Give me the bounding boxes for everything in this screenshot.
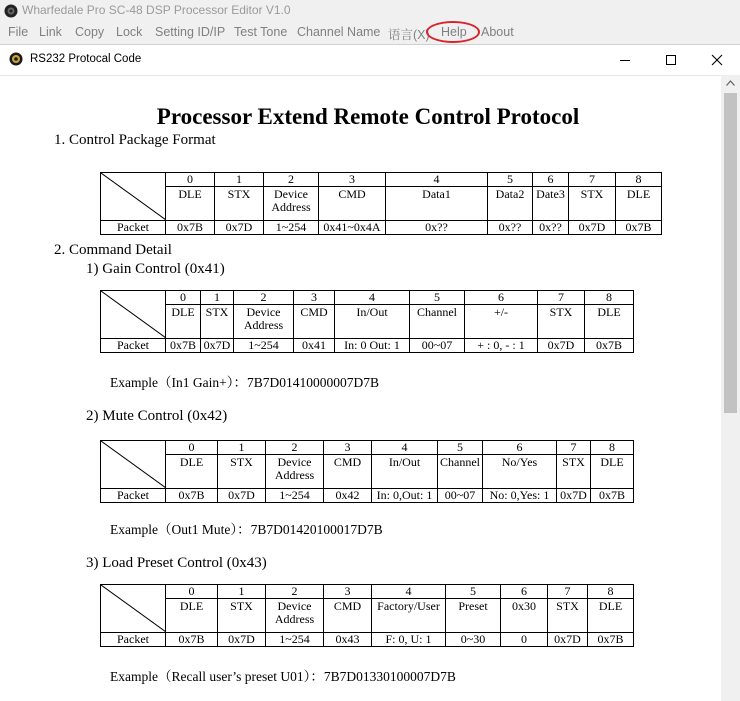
packet-value: In: 0 Out: 1	[335, 339, 410, 353]
field-name: STX	[538, 305, 585, 339]
packet-value: 1~254	[266, 489, 324, 503]
example-preset: Example（Recall user’s preset U01）：7B7D01330100007D7B	[110, 669, 456, 684]
maximize-icon	[665, 54, 677, 66]
maximize-button[interactable]	[648, 45, 694, 75]
app-logo-icon	[4, 4, 18, 18]
field-name: DLE	[166, 305, 201, 339]
vertical-scrollbar[interactable]	[721, 75, 740, 701]
field-name: CMD	[324, 599, 372, 633]
packet-label: Packet	[101, 221, 166, 235]
subsection-gain-control: 1) Gain Control (0x41)	[86, 261, 225, 277]
byte-index: 8	[616, 173, 662, 187]
packet-value: 0x??	[386, 221, 488, 235]
field-name: CMD	[319, 187, 386, 221]
packet-value: 1~254	[264, 221, 319, 235]
field-name: DLE	[616, 187, 662, 221]
packet-value: 0x7D	[201, 339, 234, 353]
packet-value: 0x7D	[218, 489, 266, 503]
gain-control-table	[100, 290, 634, 353]
menu-bar	[0, 22, 740, 42]
packet-value: 0x7D	[215, 221, 264, 235]
packet-value: 0x7D	[218, 633, 266, 647]
packet-value: 0x7B	[616, 221, 662, 235]
section-command-detail: 2. Command Detail	[54, 242, 172, 258]
field-name: Device Address	[264, 187, 319, 221]
app-title: Wharfedale Pro SC-48 DSP Processor Editor V1.0	[22, 3, 291, 17]
field-name: Date3	[533, 187, 569, 221]
byte-index: 3	[319, 173, 386, 187]
field-name: Device Address	[266, 455, 324, 489]
help-highlight-circle	[426, 21, 480, 43]
close-button[interactable]	[694, 45, 740, 75]
scroll-thumb[interactable]	[724, 93, 737, 413]
packet-value: 0x7D	[557, 489, 591, 503]
packet-value: 0x7B	[166, 339, 201, 353]
byte-index: 4	[335, 291, 410, 305]
byte-index: 8	[588, 585, 634, 599]
packet-label: Packet	[101, 633, 166, 647]
menu-language[interactable]: 语言(X)	[388, 28, 430, 42]
packet-value: In: 0,Out: 1	[372, 489, 438, 503]
packet-value: 0x41~0x4A	[319, 221, 386, 235]
example-gain: Example（In1 Gain+）：7B7D01410000007D7B	[110, 375, 379, 390]
byte-index: 0	[166, 291, 201, 305]
byte-index: 2	[234, 291, 294, 305]
packet-value: 0x7B	[166, 221, 215, 235]
packet-value: 0x43	[324, 633, 372, 647]
packet-value: 0x??	[488, 221, 533, 235]
byte-index: 8	[591, 441, 634, 455]
packet-value: 0x7B	[588, 633, 634, 647]
field-name: Data2	[488, 187, 533, 221]
document-area	[0, 75, 721, 701]
field-name: STX	[215, 187, 264, 221]
field-name: Data1	[386, 187, 488, 221]
menu-lock[interactable]: Lock	[116, 25, 143, 39]
field-name: Device Address	[266, 599, 324, 633]
byte-index: 1	[218, 585, 266, 599]
menu-test-tone[interactable]: Test Tone	[234, 25, 288, 39]
field-name: Channel	[410, 305, 465, 339]
byte-index: 2	[266, 585, 324, 599]
packet-label: Packet	[101, 489, 166, 503]
packet-value: 00~07	[410, 339, 465, 353]
field-name: STX	[557, 455, 591, 489]
byte-index: 7	[548, 585, 588, 599]
field-name: STX	[201, 305, 234, 339]
field-name: Channel	[438, 455, 483, 489]
field-name: Factory/User	[372, 599, 446, 633]
packet-value: 0x7D	[538, 339, 585, 353]
byte-index: 0	[166, 585, 218, 599]
field-name: STX	[548, 599, 588, 633]
packet-value: F: 0, U: 1	[372, 633, 446, 647]
byte-index: 1	[218, 441, 266, 455]
field-name: No/Yes	[483, 455, 557, 489]
byte-index: 1	[201, 291, 234, 305]
packet-label: Packet	[101, 339, 166, 353]
byte-index: 4	[386, 173, 488, 187]
byte-index: 2	[264, 173, 319, 187]
subsection-mute-control: 2) Mute Control (0x42)	[86, 408, 228, 424]
field-name: STX	[218, 599, 266, 633]
packet-value: 0x7B	[166, 633, 218, 647]
menu-link[interactable]: Link	[39, 25, 62, 39]
byte-index: 4	[372, 585, 446, 599]
field-name: Device Address	[234, 305, 294, 339]
byte-index: 6	[465, 291, 538, 305]
byte-index: 7	[557, 441, 591, 455]
diagonal-header	[101, 585, 166, 633]
format-table	[100, 172, 662, 235]
packet-value: 0x7D	[548, 633, 588, 647]
app-title-bar	[0, 0, 740, 22]
diagonal-header	[101, 173, 166, 221]
byte-index: 6	[501, 585, 548, 599]
menu-file[interactable]: File	[8, 25, 29, 39]
byte-index: 2	[266, 441, 324, 455]
field-name: DLE	[166, 455, 218, 489]
byte-index: 3	[294, 291, 335, 305]
rs232-window	[0, 44, 740, 701]
byte-index: 0	[166, 173, 215, 187]
load-preset-table	[100, 584, 634, 647]
diagonal-header	[101, 291, 166, 339]
field-name: DLE	[591, 455, 634, 489]
field-name: Preset	[446, 599, 501, 633]
field-name: In/Out	[372, 455, 438, 489]
packet-value: 0x??	[533, 221, 569, 235]
byte-index: 5	[488, 173, 533, 187]
menu-channel-name[interactable]: Channel Name	[297, 25, 381, 39]
menu-help[interactable]: Help	[441, 25, 467, 39]
packet-value: 1~254	[266, 633, 324, 647]
packet-value: 0x42	[324, 489, 372, 503]
menu-copy[interactable]: Copy	[75, 25, 105, 39]
packet-value: 0x41	[294, 339, 335, 353]
window-title: RS232 Protocal Code	[30, 53, 142, 65]
scroll-up-arrow-icon[interactable]	[726, 80, 735, 86]
minimize-icon	[619, 54, 631, 66]
menu-about[interactable]: About	[481, 25, 514, 39]
speaker-icon	[9, 52, 23, 66]
byte-index: 6	[533, 173, 569, 187]
packet-value: 0	[501, 633, 548, 647]
field-name: STX	[218, 455, 266, 489]
field-name: CMD	[324, 455, 372, 489]
packet-value: 0x7D	[569, 221, 616, 235]
field-name: +/-	[465, 305, 538, 339]
byte-index: 5	[410, 291, 465, 305]
field-name: DLE	[585, 305, 634, 339]
minimize-button[interactable]	[602, 45, 648, 75]
byte-index: 6	[483, 441, 557, 455]
field-name: DLE	[166, 599, 218, 633]
packet-value: 0x7B	[166, 489, 218, 503]
close-icon	[711, 54, 723, 66]
diagonal-header	[101, 441, 166, 489]
document-heading: Processor Extend Remote Control Protocol	[156, 104, 580, 129]
field-name: 0x30	[501, 599, 548, 633]
packet-value: 0x7B	[585, 339, 634, 353]
packet-value: No: 0,Yes: 1	[483, 489, 557, 503]
packet-value: 1~254	[234, 339, 294, 353]
byte-index: 8	[585, 291, 634, 305]
field-name: In/Out	[335, 305, 410, 339]
window-title-bar	[0, 45, 740, 76]
byte-index: 4	[372, 441, 438, 455]
byte-index: 0	[166, 441, 218, 455]
menu-setting-id-ip[interactable]: Setting ID/IP	[155, 25, 226, 39]
field-name: DLE	[166, 187, 215, 221]
byte-index: 3	[324, 441, 372, 455]
mute-control-table	[100, 440, 634, 503]
packet-value: 0~30	[446, 633, 501, 647]
subsection-load-preset: 3) Load Preset Control (0x43)	[86, 555, 267, 571]
packet-value: 0x7B	[591, 489, 634, 503]
packet-value: + : 0, - : 1	[465, 339, 538, 353]
field-name: CMD	[294, 305, 335, 339]
byte-index: 3	[324, 585, 372, 599]
byte-index: 7	[538, 291, 585, 305]
packet-value: 00~07	[438, 489, 483, 503]
field-name: DLE	[588, 599, 634, 633]
example-mute: Example（Out1 Mute）：7B7D01420100017D7B	[110, 522, 383, 537]
byte-index: 5	[446, 585, 501, 599]
byte-index: 5	[438, 441, 483, 455]
byte-index: 7	[569, 173, 616, 187]
section-control-package-format: 1. Control Package Format	[54, 132, 216, 148]
byte-index: 1	[215, 173, 264, 187]
field-name: STX	[569, 187, 616, 221]
